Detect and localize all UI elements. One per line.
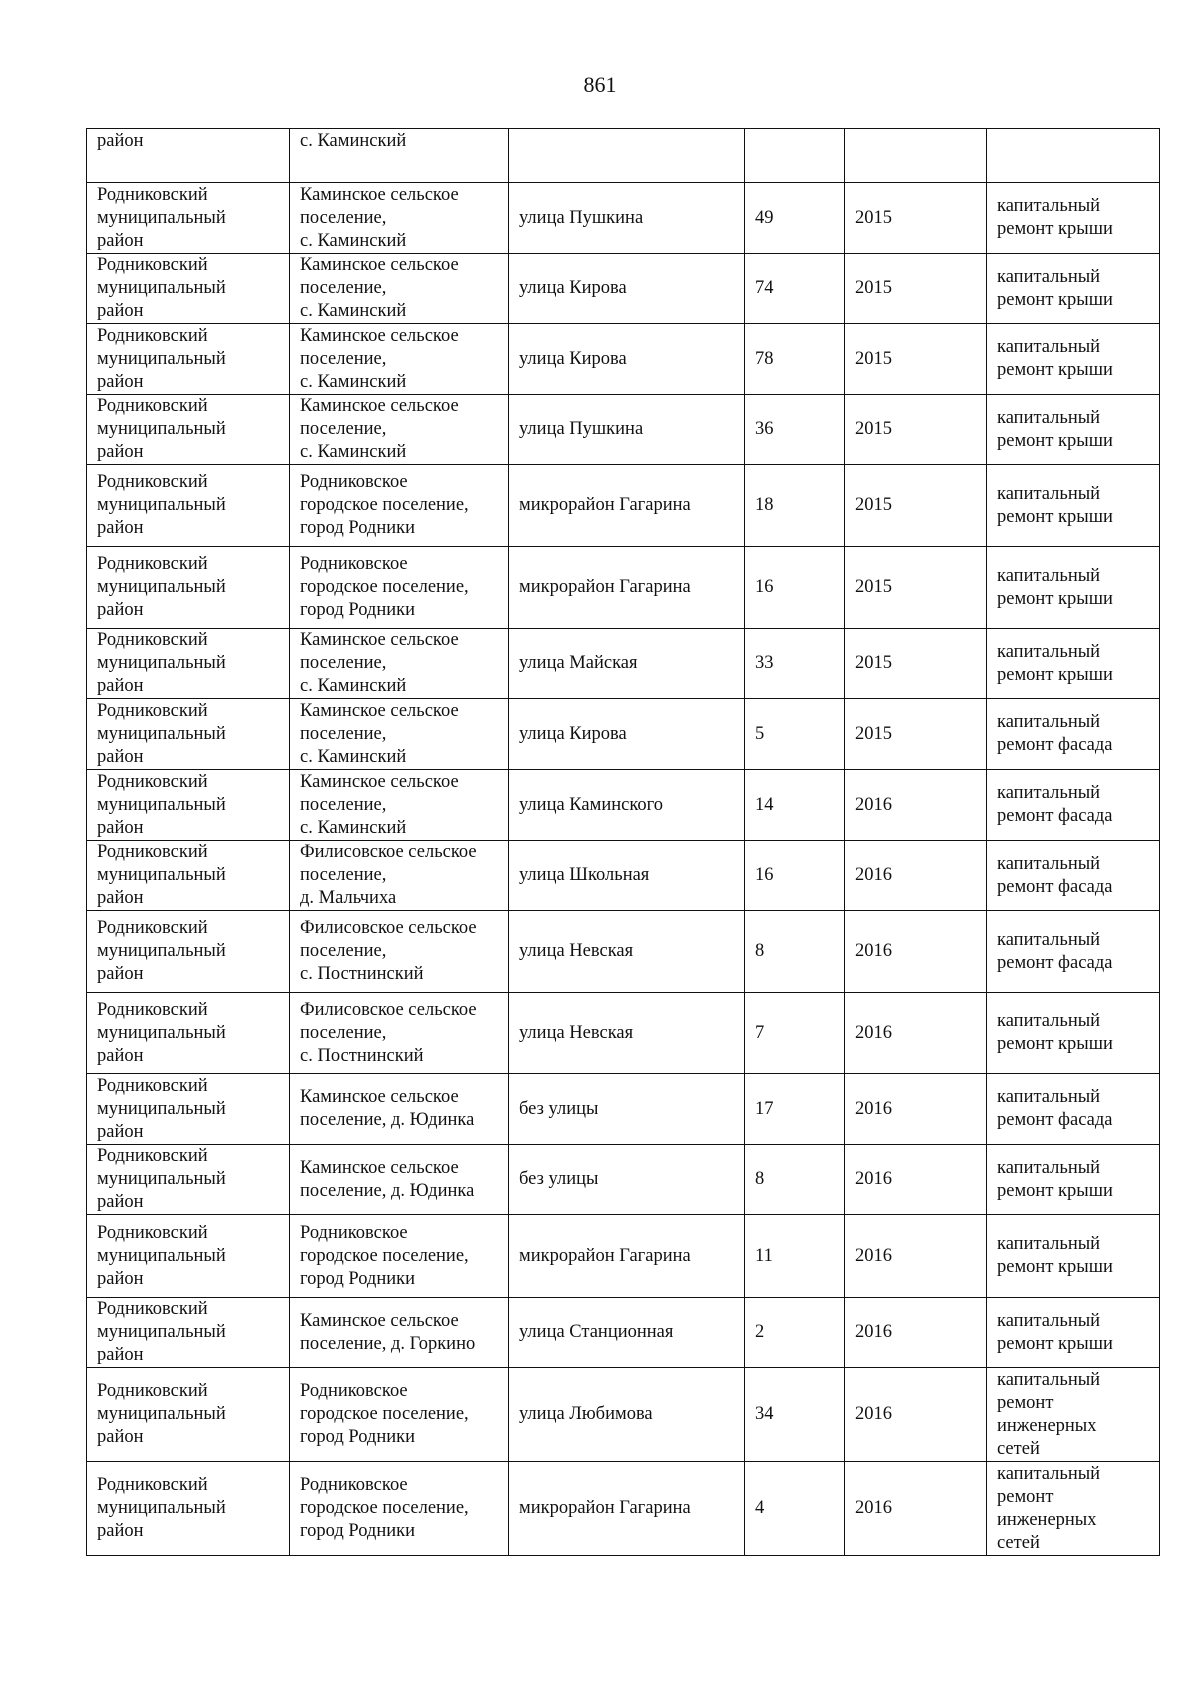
house-number-cell: [745, 1298, 845, 1368]
work-type-cell-text: капитальный ремонт крыши: [997, 565, 1113, 609]
settlement-cell: [290, 547, 509, 629]
table-row: [87, 395, 1160, 465]
year-cell-text: 2016: [855, 1169, 892, 1189]
district-cell: [87, 911, 290, 993]
work-type-cell-text: капитальный ремонт фасада: [997, 712, 1113, 755]
work-type-cell: [987, 1215, 1160, 1298]
year-cell: [845, 770, 987, 841]
table-row: [87, 770, 1160, 841]
house-number-cell: [745, 465, 845, 547]
table-body: [87, 129, 1160, 1556]
settlement-cell: [290, 1368, 509, 1462]
house-number-cell-text: 4: [755, 1498, 765, 1518]
district-cell: [87, 465, 290, 547]
settlement-cell: [290, 911, 509, 993]
district-cell-text: Родниковский муниципальный район: [97, 396, 226, 462]
house-number-cell-text: 7: [755, 1022, 765, 1043]
year-cell: [845, 324, 987, 395]
district-cell-text: Родниковский муниципальный район: [97, 1381, 226, 1447]
table-row: [87, 1215, 1160, 1298]
district-cell-text: Родниковский муниципальный район: [97, 630, 226, 696]
settlement-cell-text: Каминское сельское поселение, с. Каминский: [300, 255, 459, 321]
settlement-cell: [290, 395, 509, 465]
street-cell-text: улица Школьная: [519, 865, 650, 885]
work-type-cell-text: капитальный ремонт фасада: [997, 929, 1113, 973]
settlement-cell: [290, 1145, 509, 1215]
street-cell: [509, 1074, 745, 1145]
table-row: [87, 254, 1160, 324]
work-type-cell-text: капитальный ремонт крыши: [997, 1011, 1113, 1054]
district-cell-text: Родниковский муниципальный район: [97, 554, 226, 620]
district-cell: [87, 1368, 290, 1462]
street-cell-text: микрорайон Гагарина: [519, 1245, 691, 1266]
house-number-cell: [745, 699, 845, 770]
district-cell: [87, 770, 290, 841]
year-cell-text: 2015: [855, 495, 892, 515]
house-number-cell: [745, 1074, 845, 1145]
street-cell: [509, 547, 745, 629]
house-number-cell-text: 16: [755, 865, 774, 885]
settlement-cell: [290, 1298, 509, 1368]
street-cell: [509, 254, 745, 324]
street-cell-text: микрорайон Гагарина: [519, 577, 691, 597]
work-type-cell: [987, 699, 1160, 770]
work-type-cell: [987, 395, 1160, 465]
street-cell: [509, 1145, 745, 1215]
settlement-cell: [290, 465, 509, 547]
table-row: [87, 129, 1160, 183]
table-row: [87, 1368, 1160, 1462]
street-cell: [509, 629, 745, 699]
street-cell-text: улица Станционная: [519, 1322, 674, 1342]
street-cell: [509, 1462, 745, 1556]
street-cell: [509, 1298, 745, 1368]
work-type-cell-text: капитальный ремонт крыши: [997, 641, 1113, 685]
work-type-cell: [987, 1298, 1160, 1368]
work-type-cell-text: капитальный ремонт инженерных сетей: [997, 1369, 1101, 1459]
year-cell-text: 2016: [855, 865, 892, 885]
work-type-cell: [987, 324, 1160, 395]
year-cell: [845, 841, 987, 911]
settlement-cell: [290, 1074, 509, 1145]
year-cell: [845, 465, 987, 547]
work-type-cell: [987, 183, 1160, 254]
table-row: [87, 1145, 1160, 1215]
street-cell: [509, 1215, 745, 1298]
addresses-table: [86, 128, 1160, 1556]
settlement-cell: [290, 841, 509, 911]
district-cell-text: Родниковский муниципальный район: [97, 1475, 226, 1541]
year-cell: [845, 547, 987, 629]
district-cell-text: Родниковский муниципальный район: [97, 472, 226, 538]
year-cell: [845, 1215, 987, 1298]
district-cell: [87, 324, 290, 395]
street-cell-text: улица Кирова: [519, 348, 627, 369]
street-cell-text: улица Невская: [519, 941, 634, 961]
year-cell: [845, 1074, 987, 1145]
street-cell: [509, 183, 745, 254]
house-number-cell-text: 14: [755, 794, 774, 815]
year-cell: [845, 129, 987, 183]
settlement-cell-text: Каминское сельское поселение, с. Каминский: [300, 700, 459, 767]
district-cell: [87, 1074, 290, 1145]
district-cell-text: Родниковский муниципальный район: [97, 184, 226, 251]
work-type-cell: [987, 1074, 1160, 1145]
district-cell: [87, 699, 290, 770]
work-type-cell: [987, 129, 1160, 183]
street-cell: [509, 699, 745, 770]
work-type-cell-text: капитальный ремонт крыши: [997, 1234, 1113, 1277]
year-cell-text: 2016: [855, 1322, 892, 1342]
street-cell-text: улица Майская: [519, 653, 638, 673]
settlement-cell: [290, 324, 509, 395]
work-type-cell-text: капитальный ремонт фасада: [997, 853, 1113, 897]
year-cell-text: 2016: [855, 794, 892, 815]
street-cell: [509, 395, 745, 465]
year-cell-text: 2016: [855, 1022, 892, 1043]
settlement-cell-text: Филисовское сельское поселение, с. Постнинский: [300, 918, 477, 984]
street-cell-text: микрорайон Гагарина: [519, 495, 691, 515]
house-number-cell: [745, 183, 845, 254]
table-row: [87, 1074, 1160, 1145]
settlement-cell-text: Каминское сельское поселение, с. Каминский: [300, 325, 459, 392]
district-cell-text: Родниковский муниципальный район: [97, 1075, 226, 1142]
work-type-cell-text: капитальный ремонт крыши: [997, 196, 1113, 239]
district-cell-text: Родниковский муниципальный район: [97, 771, 226, 838]
house-number-cell-text: 2: [755, 1322, 765, 1342]
district-cell: [87, 993, 290, 1074]
house-number-cell-text: 78: [755, 348, 774, 369]
house-number-cell-text: 5: [755, 723, 765, 744]
house-number-cell: [745, 770, 845, 841]
work-type-cell: [987, 911, 1160, 993]
year-cell-text: 2015: [855, 207, 892, 228]
year-cell-text: 2016: [855, 1404, 892, 1424]
table-row: [87, 841, 1160, 911]
settlement-cell-text: Родниковское городское поселение, город Родники: [300, 1222, 469, 1289]
year-cell: [845, 254, 987, 324]
work-type-cell-text: капитальный ремонт крыши: [997, 1157, 1113, 1201]
street-cell: [509, 1368, 745, 1462]
year-cell-text: 2015: [855, 419, 892, 439]
table-row: [87, 324, 1160, 395]
page-number: 861: [583, 72, 617, 97]
district-cell: [87, 841, 290, 911]
house-number-cell: [745, 841, 845, 911]
year-cell: [845, 183, 987, 254]
house-number-cell: [745, 993, 845, 1074]
work-type-cell-text: капитальный ремонт фасада: [997, 783, 1113, 826]
street-cell-text: без улицы: [519, 1169, 599, 1189]
district-cell: [87, 629, 290, 699]
year-cell: [845, 993, 987, 1074]
work-type-cell: [987, 993, 1160, 1074]
district-cell-text: Родниковский муниципальный район: [97, 999, 226, 1066]
settlement-cell-text: Каминское сельское поселение, с. Каминский: [300, 396, 459, 462]
district-cell: [87, 1298, 290, 1368]
street-cell: [509, 841, 745, 911]
district-cell: [87, 254, 290, 324]
work-type-cell: [987, 1145, 1160, 1215]
settlement-cell: [290, 699, 509, 770]
work-type-cell-text: капитальный ремонт фасада: [997, 1087, 1113, 1130]
house-number-cell-text: 74: [755, 278, 774, 298]
settlement-cell-text: Родниковское городское поселение, город Родники: [300, 554, 469, 620]
table-row: [87, 183, 1160, 254]
year-cell-text: 2015: [855, 278, 892, 298]
house-number-cell: [745, 254, 845, 324]
house-number-cell: [745, 1145, 845, 1215]
year-cell-text: 2015: [855, 653, 892, 673]
settlement-cell-text: Каминское сельское поселение, с. Каминский: [300, 771, 459, 838]
year-cell-text: 2016: [855, 1245, 892, 1266]
district-cell: [87, 129, 290, 183]
settlement-cell: [290, 1462, 509, 1556]
street-cell-text: без улицы: [519, 1098, 599, 1119]
house-number-cell-text: 34: [755, 1404, 774, 1424]
house-number-cell-text: 8: [755, 941, 765, 961]
district-cell-text: район: [97, 131, 144, 151]
work-type-cell-text: капитальный ремонт крыши: [997, 407, 1113, 451]
year-cell-text: 2016: [855, 941, 892, 961]
work-type-cell-text: капитальный ремонт инженерных сетей: [997, 1463, 1101, 1553]
house-number-cell-text: 11: [755, 1245, 773, 1266]
table-row: [87, 629, 1160, 699]
house-number-cell-text: 8: [755, 1169, 765, 1189]
work-type-cell: [987, 1368, 1160, 1462]
house-number-cell: [745, 547, 845, 629]
house-number-cell-text: 49: [755, 207, 774, 228]
work-type-cell-text: капитальный ремонт крыши: [997, 1310, 1113, 1354]
table-row: [87, 1462, 1160, 1556]
year-cell: [845, 1368, 987, 1462]
settlement-cell-text: Каминское сельское поселение, д. Юдинка: [300, 1087, 475, 1130]
table-row: [87, 1298, 1160, 1368]
street-cell: [509, 465, 745, 547]
street-cell-text: улица Пушкина: [519, 207, 644, 228]
district-cell: [87, 547, 290, 629]
work-type-cell: [987, 547, 1160, 629]
district-cell-text: Родниковский муниципальный район: [97, 842, 226, 908]
house-number-cell-text: 17: [755, 1098, 774, 1119]
street-cell-text: улица Любимова: [519, 1404, 653, 1424]
settlement-cell: [290, 770, 509, 841]
year-cell: [845, 1298, 987, 1368]
house-number-cell: [745, 324, 845, 395]
street-cell-text: улица Пушкина: [519, 419, 644, 439]
district-cell-text: Родниковский муниципальный район: [97, 700, 226, 767]
settlement-cell: [290, 1215, 509, 1298]
settlement-cell-text: Филисовское сельское поселение, д. Мальчиха: [300, 842, 477, 908]
house-number-cell-text: 36: [755, 419, 774, 439]
house-number-cell: [745, 911, 845, 993]
settlement-cell: [290, 993, 509, 1074]
table-row: [87, 993, 1160, 1074]
work-type-cell-text: капитальный ремонт крыши: [997, 266, 1113, 310]
house-number-cell: [745, 1368, 845, 1462]
house-number-cell: [745, 1215, 845, 1298]
house-number-cell-text: 18: [755, 495, 774, 515]
work-type-cell: [987, 465, 1160, 547]
year-cell-text: 2015: [855, 348, 892, 369]
settlement-cell-text: Каминское сельское поселение, д. Юдинка: [300, 1157, 475, 1201]
work-type-cell-text: капитальный ремонт крыши: [997, 483, 1113, 527]
house-number-cell-text: 33: [755, 653, 774, 673]
settlement-cell-text: Каминское сельское поселение, д. Горкино: [300, 1310, 476, 1354]
settlement-cell-text: с. Каминский: [300, 131, 407, 151]
year-cell-text: 2016: [855, 1498, 892, 1518]
district-cell: [87, 1215, 290, 1298]
street-cell: [509, 770, 745, 841]
year-cell: [845, 1145, 987, 1215]
year-cell: [845, 699, 987, 770]
district-cell-text: Родниковский муниципальный район: [97, 918, 226, 984]
district-cell-text: Родниковский муниципальный район: [97, 1222, 226, 1289]
work-type-cell: [987, 770, 1160, 841]
district-cell: [87, 395, 290, 465]
settlement-cell-text: Каминское сельское поселение, с. Каминский: [300, 184, 459, 251]
settlement-cell: [290, 183, 509, 254]
house-number-cell: [745, 629, 845, 699]
work-type-cell: [987, 1462, 1160, 1556]
street-cell: [509, 324, 745, 395]
district-cell: [87, 1462, 290, 1556]
year-cell-text: 2015: [855, 723, 892, 744]
street-cell: [509, 129, 745, 183]
year-cell: [845, 395, 987, 465]
district-cell-text: Родниковский муниципальный район: [97, 255, 226, 321]
table-row: [87, 547, 1160, 629]
year-cell-text: 2015: [855, 577, 892, 597]
settlement-cell-text: Родниковское городское поселение, город Родники: [300, 472, 469, 538]
house-number-cell: [745, 129, 845, 183]
district-cell-text: Родниковский муниципальный район: [97, 325, 226, 392]
house-number-cell: [745, 1462, 845, 1556]
settlement-cell-text: Филисовское сельское поселение, с. Постнинский: [300, 999, 477, 1066]
settlement-cell: [290, 254, 509, 324]
settlement-cell-text: Родниковское городское поселение, город Родники: [300, 1381, 469, 1447]
district-cell: [87, 1145, 290, 1215]
table-row: [87, 465, 1160, 547]
district-cell-text: Родниковский муниципальный район: [97, 1146, 226, 1212]
work-type-cell: [987, 254, 1160, 324]
street-cell-text: микрорайон Гагарина: [519, 1498, 691, 1518]
street-cell-text: улица Невская: [519, 1022, 634, 1043]
work-type-cell: [987, 841, 1160, 911]
settlement-cell-text: Каминское сельское поселение, с. Каминский: [300, 630, 459, 696]
work-type-cell: [987, 629, 1160, 699]
work-type-cell-text: капитальный ремонт крыши: [997, 337, 1113, 380]
house-number-cell: [745, 395, 845, 465]
district-cell-text: Родниковский муниципальный район: [97, 1299, 226, 1365]
settlement-cell: [290, 629, 509, 699]
settlement-cell-text: Родниковское городское поселение, город Родники: [300, 1475, 469, 1541]
street-cell: [509, 993, 745, 1074]
street-cell-text: улица Каминского: [519, 794, 664, 815]
street-cell: [509, 911, 745, 993]
table-row: [87, 911, 1160, 993]
year-cell: [845, 1462, 987, 1556]
house-number-cell-text: 16: [755, 577, 774, 597]
year-cell-text: 2016: [855, 1098, 892, 1119]
table-row: [87, 699, 1160, 770]
settlement-cell: [290, 129, 509, 183]
year-cell: [845, 911, 987, 993]
district-cell: [87, 183, 290, 254]
year-cell: [845, 629, 987, 699]
street-cell-text: улица Кирова: [519, 278, 627, 298]
street-cell-text: улица Кирова: [519, 723, 627, 744]
